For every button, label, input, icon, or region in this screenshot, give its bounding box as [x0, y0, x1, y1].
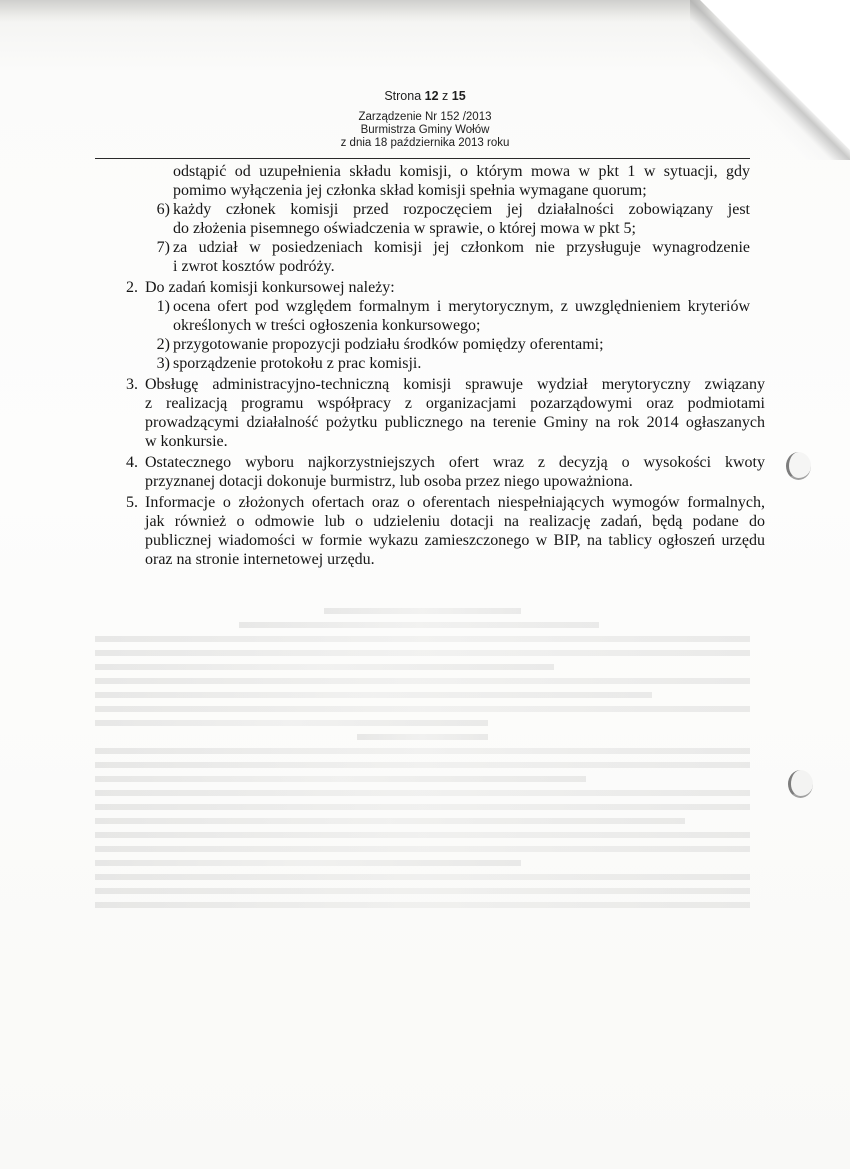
text-line: odstąpić od uzupełnienia składu komisji, o którym mowa w pkt 1 w sytuacji, gdy: [173, 163, 750, 180]
text-line: prowadzącymi działalność pożytku publicznego na terenie Gminy na rok 2014 ogłaszanych: [145, 414, 765, 431]
header-divider: [95, 158, 750, 159]
text-line: przyznanej dotacji dokonuje burmistrz, lub osoba przez niego upoważniona.: [145, 473, 633, 490]
text-line: ocena ofert pod względem formalnym i merytorycznym, z uwzględnieniem kryteriów: [173, 298, 750, 315]
text-line: z realizacją programu współpracy z organizacjami pozarządowymi oraz podmiotami: [145, 395, 765, 412]
section-marker: 3.: [126, 376, 138, 393]
section-marker: 2.: [126, 279, 138, 296]
text-line: określonych w treści ogłoszenia konkursowego;: [173, 317, 481, 334]
punch-hole-mark: [788, 770, 813, 798]
text-line: za udział w posiedzeniach komisji jej członkom nie przysługuje wynagrodzenie: [173, 239, 750, 256]
text-line: Ostatecznego wyboru najkorzystniejszych ofert wraz z decyzją o wysokości kwoty: [145, 454, 765, 471]
list-marker: 6): [156, 201, 170, 218]
text-line: pomimo wyłączenia jej członka skład komisji spełnia wymagane quorum;: [173, 182, 647, 199]
text-line: oraz na stronie internetowej urzędu.: [145, 551, 375, 568]
list-marker: 7): [156, 239, 170, 256]
text-line: Obsługę administracyjno-techniczną komisji sprawuje wydział merytoryczny związany: [145, 376, 765, 393]
list-marker: 2): [156, 336, 170, 353]
order-number: Zarządzenie Nr 152 /2013: [358, 111, 492, 123]
text-line: Do zadań komisji konkursowej należy:: [145, 279, 395, 296]
page-header: [0, 88, 850, 150]
text-line: przygotowanie propozycji podziału środków pomiędzy oferentami;: [173, 336, 604, 353]
list-marker: 3): [156, 355, 170, 372]
text-line: publicznej wiadomości w formie wykazu zamieszczonego w BIP, na tablicy ogłoszeń urzędu: [145, 532, 765, 549]
list-marker: 1): [156, 298, 170, 315]
punch-hole-mark: [786, 452, 811, 480]
text-line: Informacje o złożonych ofertach oraz o oferentach niespełniających wymogów formalnych,: [145, 494, 765, 511]
text-line: jak również o odmowie lub o udzieleniu dotacji na realizację zadań, będą podane do: [145, 513, 765, 530]
text-line: sporządzenie protokołu z prac komisji.: [173, 355, 422, 372]
section-marker: 4.: [126, 454, 138, 471]
page-number: Strona 12 z 15: [384, 89, 466, 103]
order-date: z dnia 18 października 2013 roku: [340, 137, 510, 149]
section-marker: 5.: [126, 494, 138, 511]
text-line: do złożenia pisemnego oświadczenia w sprawie, o której mowa w pkt 5;: [173, 220, 636, 237]
bleed-through-text: [95, 600, 750, 916]
text-line: i zwrot kosztów podróży.: [173, 258, 335, 275]
text-line: każdy członek komisji przed rozpoczęciem jej działalności zobowiązany jest: [173, 201, 750, 218]
issuer: Burmistrza Gminy Wołów: [360, 124, 490, 136]
text-line: w konkursie.: [145, 433, 228, 450]
